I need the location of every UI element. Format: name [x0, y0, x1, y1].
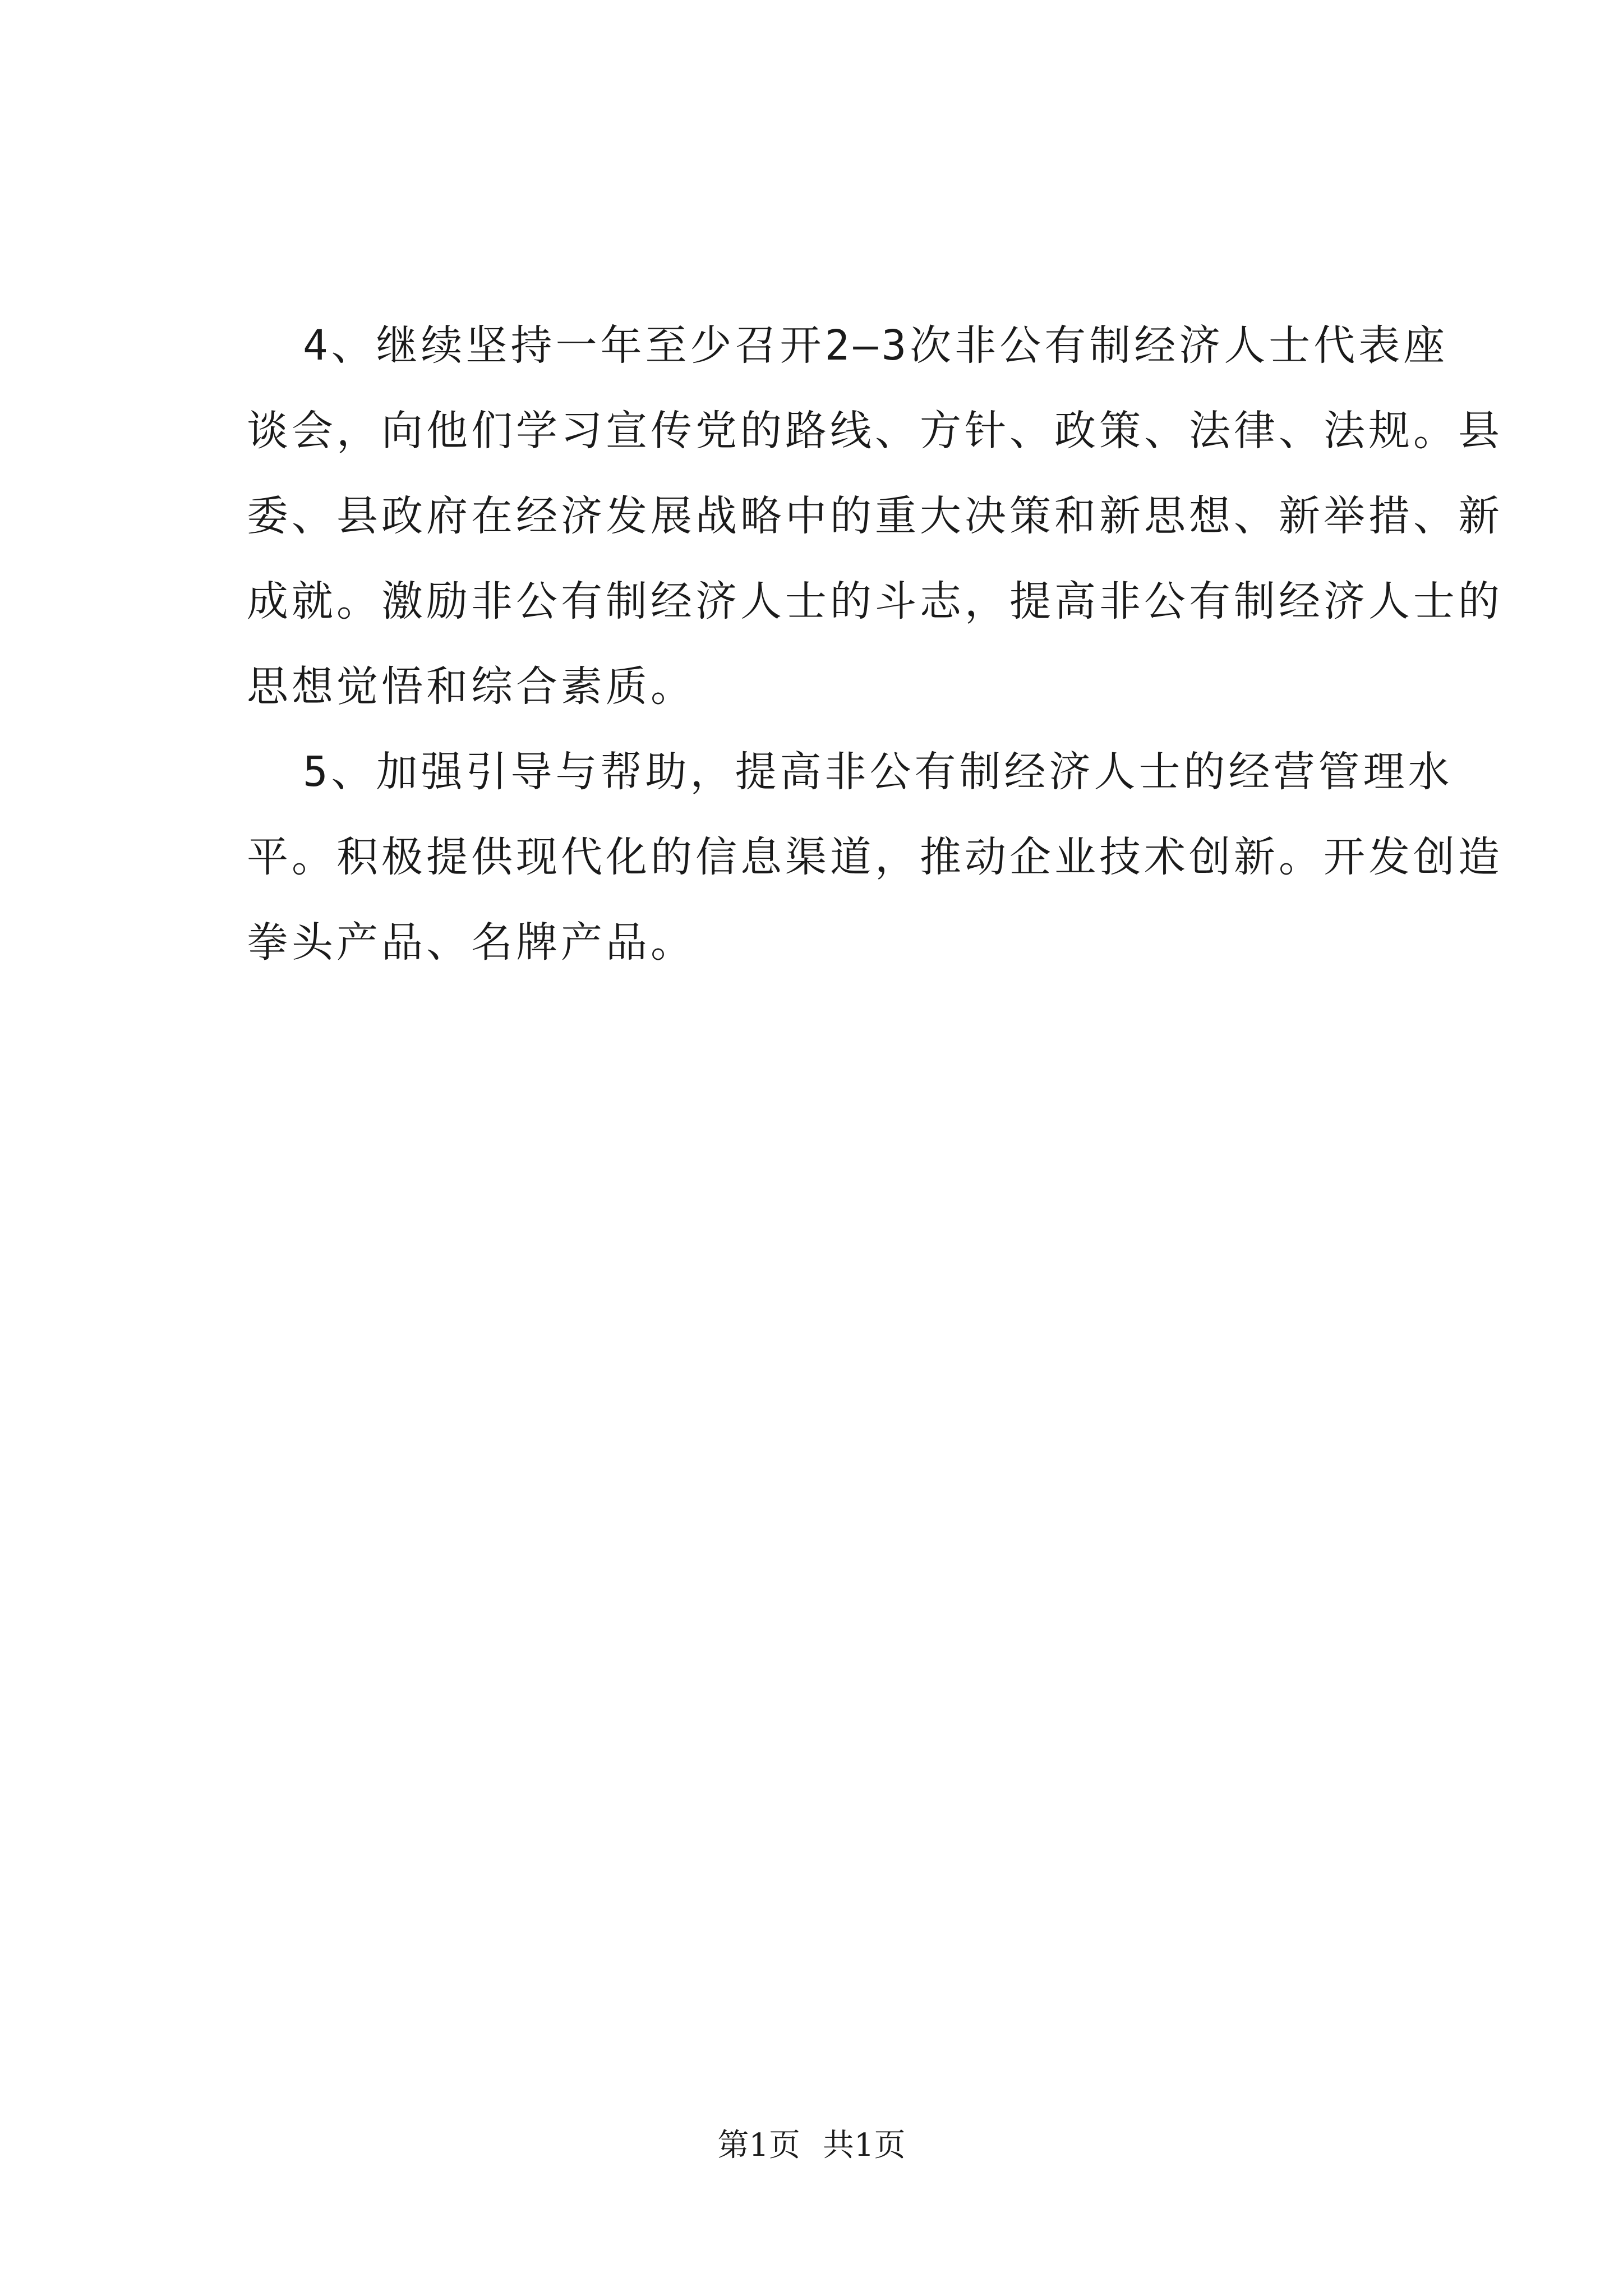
page-number: 第1页 [717, 2127, 800, 2164]
paragraph-4 [247, 303, 1503, 729]
paragraph-line: 5、加强引导与帮助，提高非公有制经济人士的经营管理水 [303, 748, 1453, 796]
paragraph-line: 谈会，向他们学习宣传党的路线、方针、政策、法律、法规。县 [247, 407, 1503, 455]
paragraph-line: 成就。激励非公有制经济人士的斗志，提高非公有制经济人士的 [247, 577, 1503, 625]
paragraph-line: 思想觉悟和综合素质。 [247, 662, 695, 711]
paragraph-line: 4、继续坚持一年至少召开2—3次非公有制经济人士代表座 [303, 321, 1449, 370]
paragraph-line: 委、县政府在经济发展战略中的重大决策和新思想、新举措、新 [247, 492, 1503, 540]
document-body [247, 303, 1503, 985]
paragraph-line: 平。积极提供现代化的信息渠道，推动企业技术创新。开发创造 [247, 833, 1503, 881]
paragraph-5 [247, 729, 1503, 985]
paragraph-line: 拳头产品、名牌产品。 [247, 918, 695, 967]
page-footer [0, 2120, 1623, 2165]
page-total: 共1页 [823, 2127, 906, 2164]
